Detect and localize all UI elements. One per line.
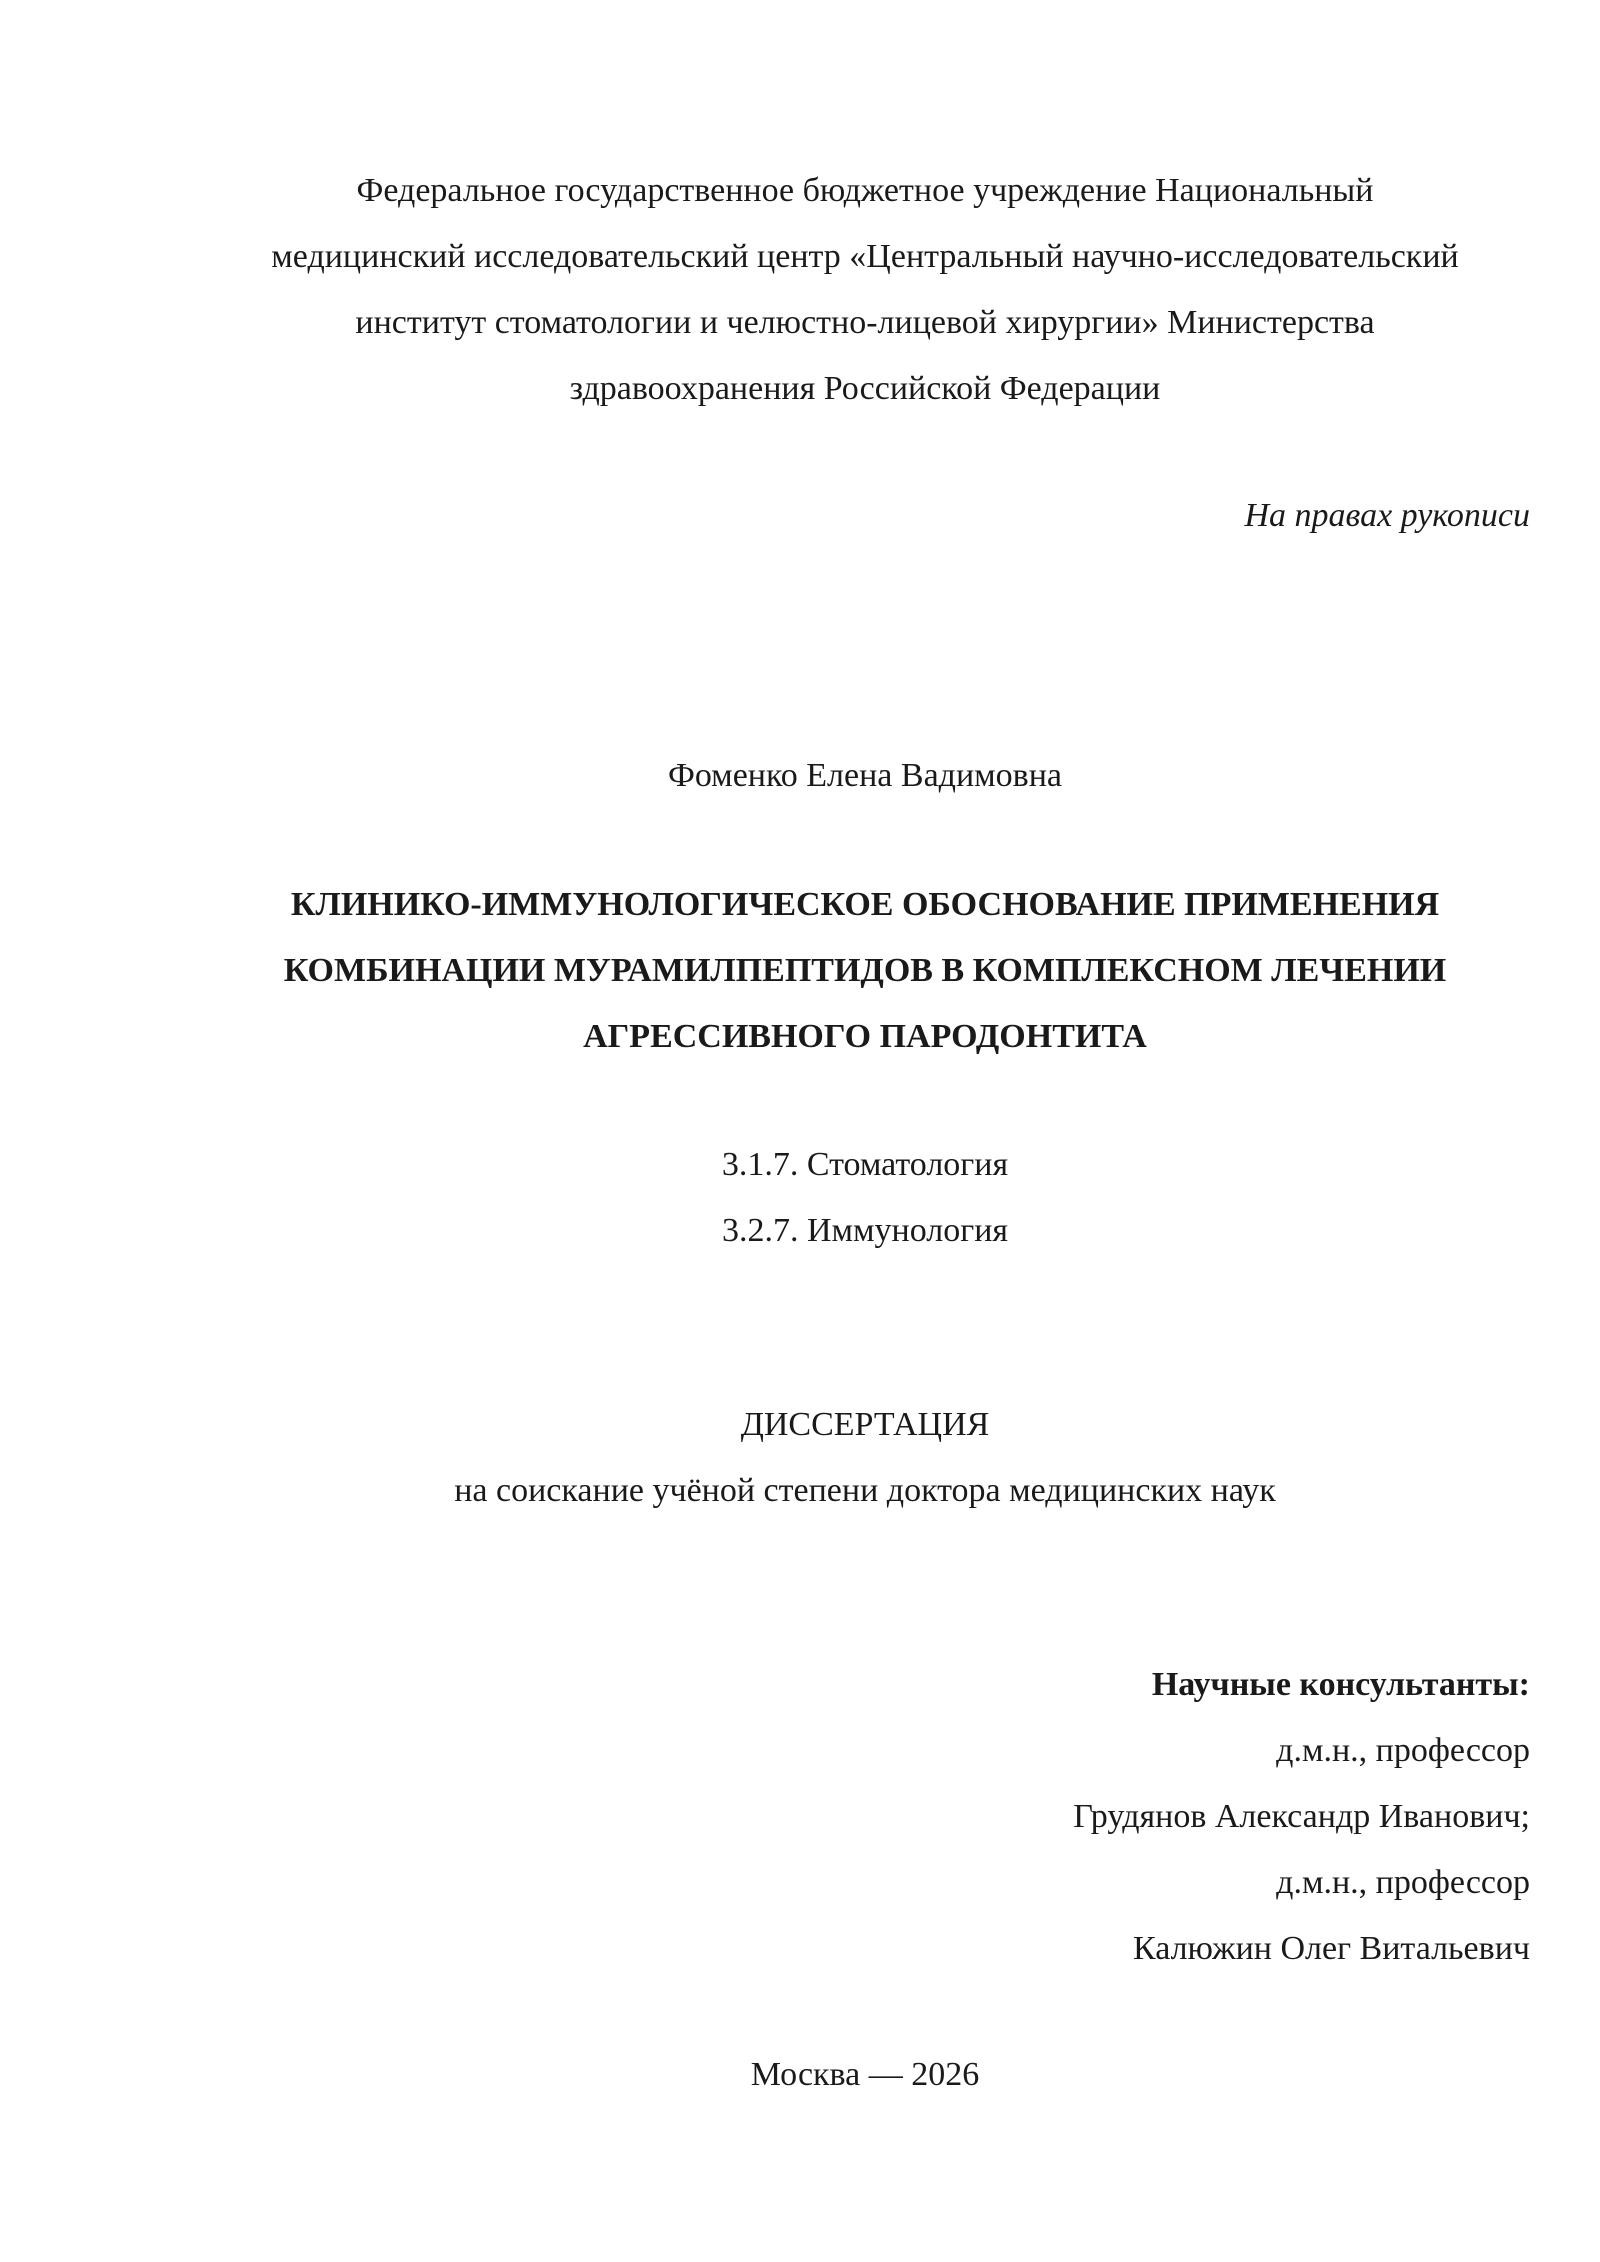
consultant-line: д.м.н., профессор (1276, 1864, 1530, 1901)
consultant-line: Грудянов Александр Иванович; (1073, 1798, 1530, 1835)
consultant-line: д.м.н., профессор (1276, 1732, 1530, 1769)
dissertation-title (200, 872, 1530, 1070)
title-line: АГРЕССИВНОГО ПАРОДОНТИТА (583, 1018, 1147, 1055)
scientific-consultants (200, 1652, 1530, 1982)
author-name: Фоменко Елена Вадимовна (667, 757, 1063, 794)
consultant-line: Калюжин Олег Витальевич (1132, 1930, 1530, 1967)
consultants-heading: Научные консультанты: (1151, 1666, 1530, 1703)
institution-line: Федеральное государственное бюджетное учреждение Национальный (356, 172, 1374, 209)
degree-statement: на соискание учёной степени доктора медицинских наук (454, 1472, 1276, 1509)
title-line: КЛИНИКО-ИММУНОЛОГИЧЕСКОЕ ОБОСНОВАНИЕ ПРИМЕНЕНИЯ (290, 886, 1440, 923)
document-type: ДИССЕРТАЦИЯ (740, 1406, 990, 1443)
specialty-item: 3.1.7. Стоматология (721, 1146, 1009, 1183)
institution-line: здравоохранения Российской Федерации (569, 370, 1161, 407)
institution-name (200, 158, 1530, 422)
manuscript-note: На правах рукописи (1244, 497, 1530, 534)
specialties (200, 1132, 1530, 1264)
institution-line: медицинский исследовательский центр «Центральный научно-исследовательский (271, 238, 1459, 275)
specialty-item: 3.2.7. Иммунология (721, 1212, 1009, 1249)
title-line: КОМБИНАЦИИ МУРАМИЛПЕПТИДОВ В КОМПЛЕКСНОМ ЛЕЧЕНИИ (283, 952, 1447, 989)
city-year: Москва — 2026 (750, 2056, 980, 2093)
institution-line: институт стоматологии и челюстно-лицевой хирургии» Министерства (355, 304, 1375, 341)
